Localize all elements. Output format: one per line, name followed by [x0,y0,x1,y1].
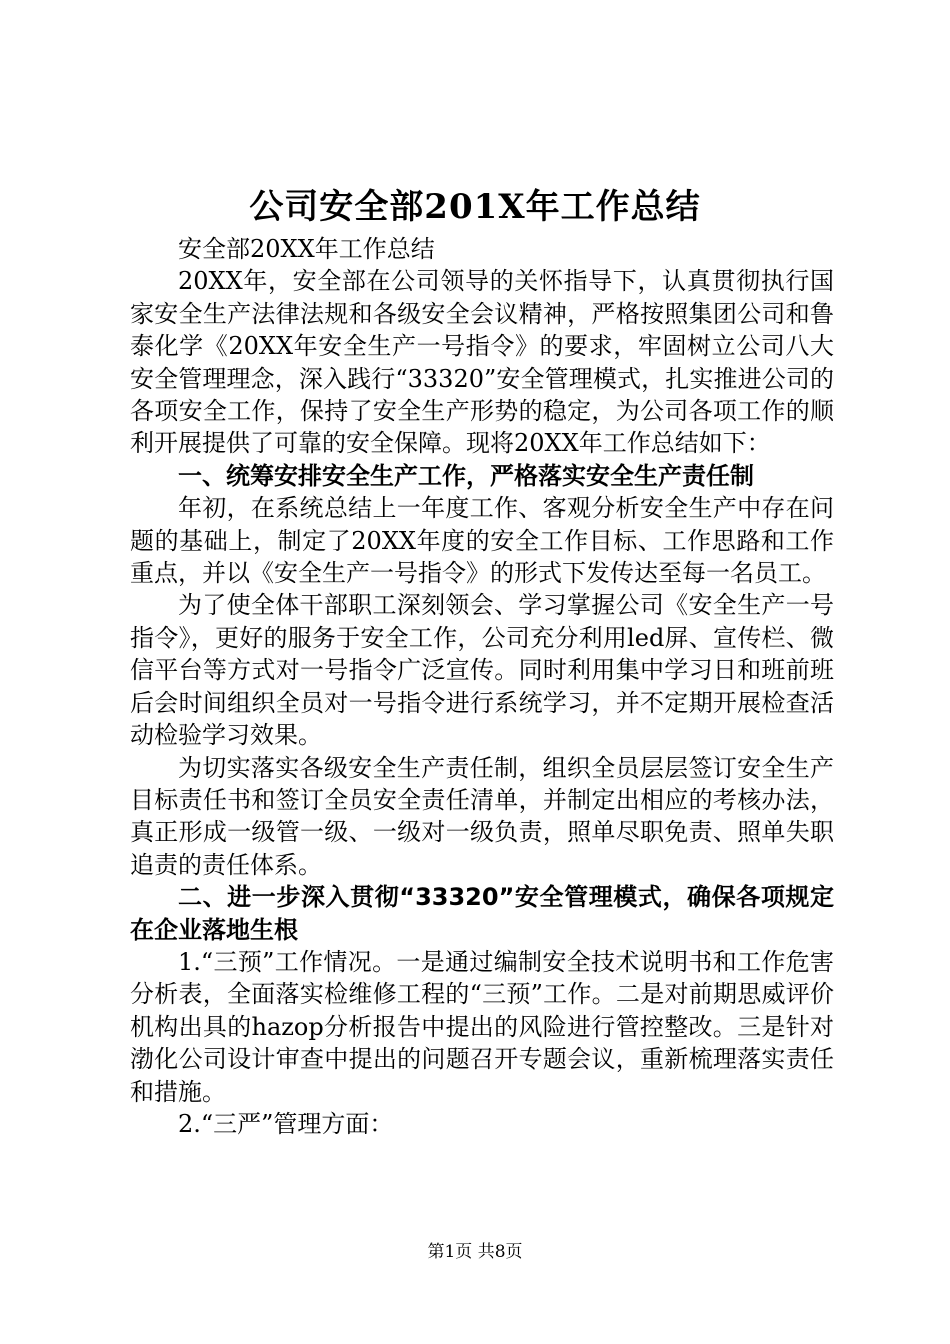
page-number-footer: 第1页 共8页 [427,1242,523,1262]
body-paragraph: 1.“三预”工作情况。一是通过编制安全技术说明书和工作危害分析表，全面落实检维修工程的“三预”工作。二是对前期思威评价机构出具的hazop分析报告中提出的风险进行管控整改。三是针对渤化公司设计审查中提出的问题召开专题会议，重新梳理落实责任和措施。 [130,947,834,1106]
body-paragraph: 安全部20XX年工作总结 [178,235,435,263]
section-heading: 二、进一步深入贯彻“33320”安全管理模式，确保各项规定在企业落地生根 [130,883,834,944]
document-title: 公司安全部201X年工作总结 [249,187,701,227]
body-paragraph: 为了使全体干部职工深刻领会、学习掌握公司《安全生产一号指令》，更好的服务于安全工作，公司充分利用led屏、宣传栏、微信平台等方式对一号指令广泛宣传。同时利用集中学习日和班前班后会时间组织全员对一号指令进行系统学习，并不定期开展检查活动检验学习效果。 [130,591,834,750]
body-paragraph: 为切实落实各级安全生产责任制，组织全员层层签订安全生产目标责任书和签订全员安全责任清单，并制定出相应的考核办法，真正形成一级管一级、一级对一级负责，照单尽职免责、照单失职追责的责任体系。 [130,753,834,879]
body-paragraph: 20XX年，安全部在公司领导的关怀指导下，认真贯彻执行国家安全生产法律法规和各级安全会议精神，严格按照集团公司和鲁泰化学《20XX年安全生产一号指令》的要求，牢固树立公司八大安全管理理念，深入践行“33320”安全管理模式，扎实推进公司的各项安全工作，保持了安全生产形势的稳定，为公司各项工作的顺利开展提供了可靠的安全保障。现将20XX年工作总结如下： [130,267,834,458]
document-body [130,233,834,1140]
body-paragraph: 年初，在系统总结上一年度工作、客观分析安全生产中存在问题的基础上，制定了20XX年度的安全工作目标、工作思路和工作重点，并以《安全生产一号指令》的形式下发传达至每一名员工。 [130,494,834,588]
section-heading: 一、统筹安排安全生产工作，严格落实安全生产责任制 [178,461,754,490]
body-paragraph: 2.“三严”管理方面： [178,1109,394,1138]
